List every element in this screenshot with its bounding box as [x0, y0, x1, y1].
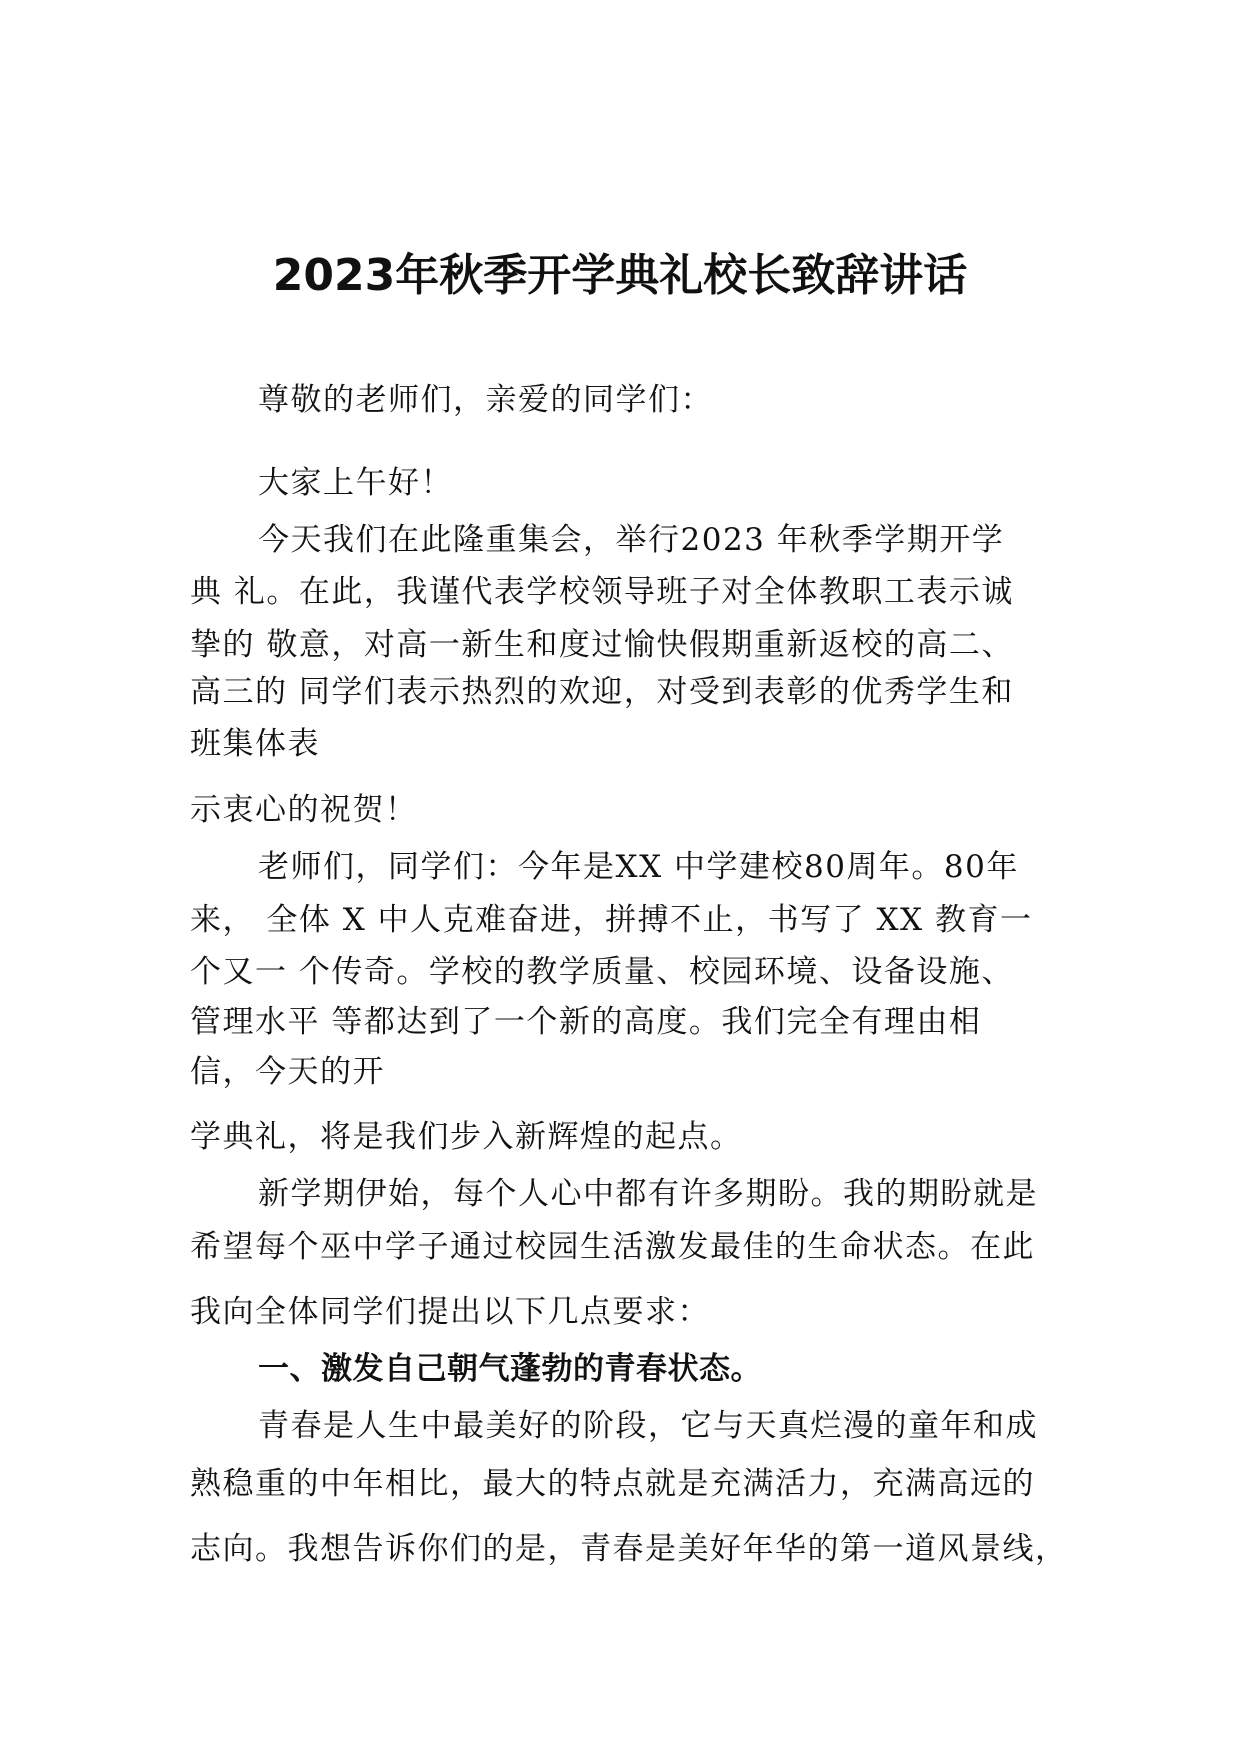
paragraph-line: 高三的 同学们表示热烈的欢迎，对受到表彰的优秀学生和 — [190, 674, 1014, 710]
paragraph-line: 学典礼，将是我们步入新辉煌的起点。 — [190, 1119, 743, 1155]
salutation-line: 尊敬的老师们，亲爱的同学们： — [258, 382, 713, 418]
paragraph-line: 管理水平 等都达到了一个新的高度。我们完全有理由相 — [190, 1004, 982, 1040]
document-title: 2023年秋季开学典礼校长致辞讲话 — [272, 250, 968, 301]
greeting-line: 大家上午好！ — [258, 465, 453, 501]
paragraph-line: 新学期伊始，每个人心中都有许多期盼。我的期盼就是 — [258, 1176, 1038, 1212]
paragraph-line: 志向。我想告诉你们的是，青春是美好年华的第一道风景线， — [190, 1531, 1068, 1567]
paragraph-line: 老师们，同学们：今年是XX 中学建校80周年。80年 — [258, 849, 1019, 885]
paragraph-line: 班集体表 — [190, 726, 320, 762]
paragraph-line: 示衷心的祝贺！ — [190, 792, 418, 828]
paragraph-line: 今天我们在此隆重集会，举行2023 年秋季学期开学 — [258, 522, 1005, 558]
paragraph-line: 个又一 个传奇。学校的教学质量、校园环境、设备设施、 — [190, 954, 1014, 990]
paragraph-line: 青春是人生中最美好的阶段，它与天真烂漫的童年和成 — [258, 1408, 1038, 1444]
paragraph-line: 熟稳重的中年相比，最大的特点就是充满活力，充满高远的 — [190, 1466, 1035, 1502]
paragraph-line: 我向全体同学们提出以下几点要求： — [190, 1294, 710, 1330]
paragraph-line: 希望每个巫中学子通过校园生活激发最佳的生命状态。在此 — [190, 1229, 1035, 1265]
paragraph-line: 典 礼。在此，我谨代表学校领导班子对全体教职工表示诚 — [190, 574, 1014, 610]
paragraph-line: 挚的 敬意，对高一新生和度过愉快假期重新返校的高二、 — [190, 627, 1014, 663]
section-heading: 一、激发自己朝气蓬勃的青春状态。 — [258, 1351, 762, 1387]
paragraph-line: 信，今天的开 — [190, 1054, 385, 1090]
paragraph-line: 来， 全体 X 中人克难奋进，拼搏不止，书写了 XX 教育一 — [190, 902, 1033, 938]
